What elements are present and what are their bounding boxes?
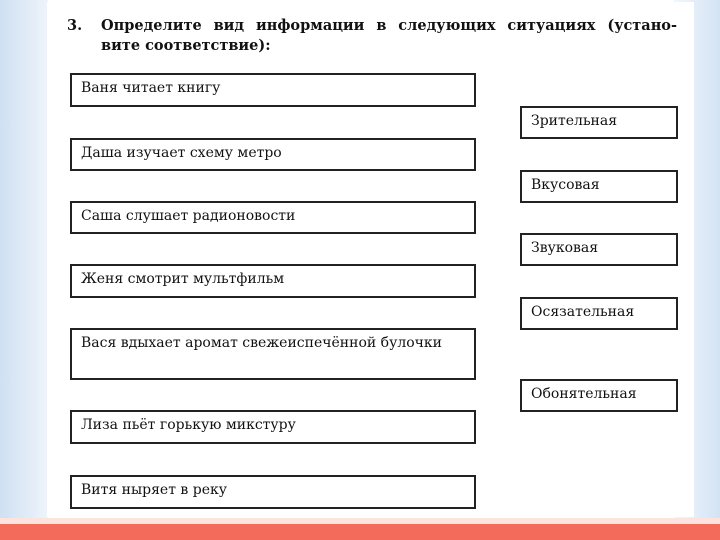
task-number: 3.: [67, 17, 83, 34]
info-type-box-1[interactable]: [520, 106, 678, 139]
situation-box-7[interactable]: [70, 475, 476, 509]
background-left-strip: [0, 0, 48, 540]
situation-label: Вася вдыхает аромат свежеиспечённой булочки: [81, 335, 442, 351]
situation-box-1[interactable]: [70, 73, 476, 107]
situation-box-2[interactable]: [70, 138, 476, 171]
task-text-line1: Определите вид информации в следующих ситуациях (устано-: [101, 17, 677, 34]
situation-label: Женя смотрит мультфильм: [81, 271, 285, 287]
task-text: [101, 16, 677, 56]
info-type-label: Осязательная: [531, 304, 635, 320]
info-type-label: Звуковая: [531, 240, 599, 256]
situation-box-6[interactable]: [70, 410, 476, 444]
situation-box-3[interactable]: [70, 201, 476, 234]
situation-label: Витя ныряет в реку: [81, 482, 227, 498]
situation-label: Лиза пьёт горькую микстуру: [81, 417, 296, 433]
task-text-line2: вите соответствие):: [101, 37, 271, 54]
info-type-box-5[interactable]: [520, 379, 678, 412]
info-type-label: Вкусовая: [531, 177, 600, 193]
situation-box-5[interactable]: [70, 328, 476, 380]
situation-label: Саша слушает радионовости: [81, 208, 296, 224]
situation-box-4[interactable]: [70, 264, 476, 298]
bottom-accent-bar: [0, 524, 720, 540]
situation-label: Ваня читает книгу: [81, 80, 221, 96]
info-type-box-3[interactable]: [520, 233, 678, 266]
info-type-label: Зрительная: [531, 113, 618, 129]
info-type-box-4[interactable]: [520, 297, 678, 330]
info-type-label: Обонятельная: [531, 386, 637, 402]
info-type-box-2[interactable]: [520, 170, 678, 203]
situation-label: Даша изучает схему метро: [81, 145, 282, 161]
